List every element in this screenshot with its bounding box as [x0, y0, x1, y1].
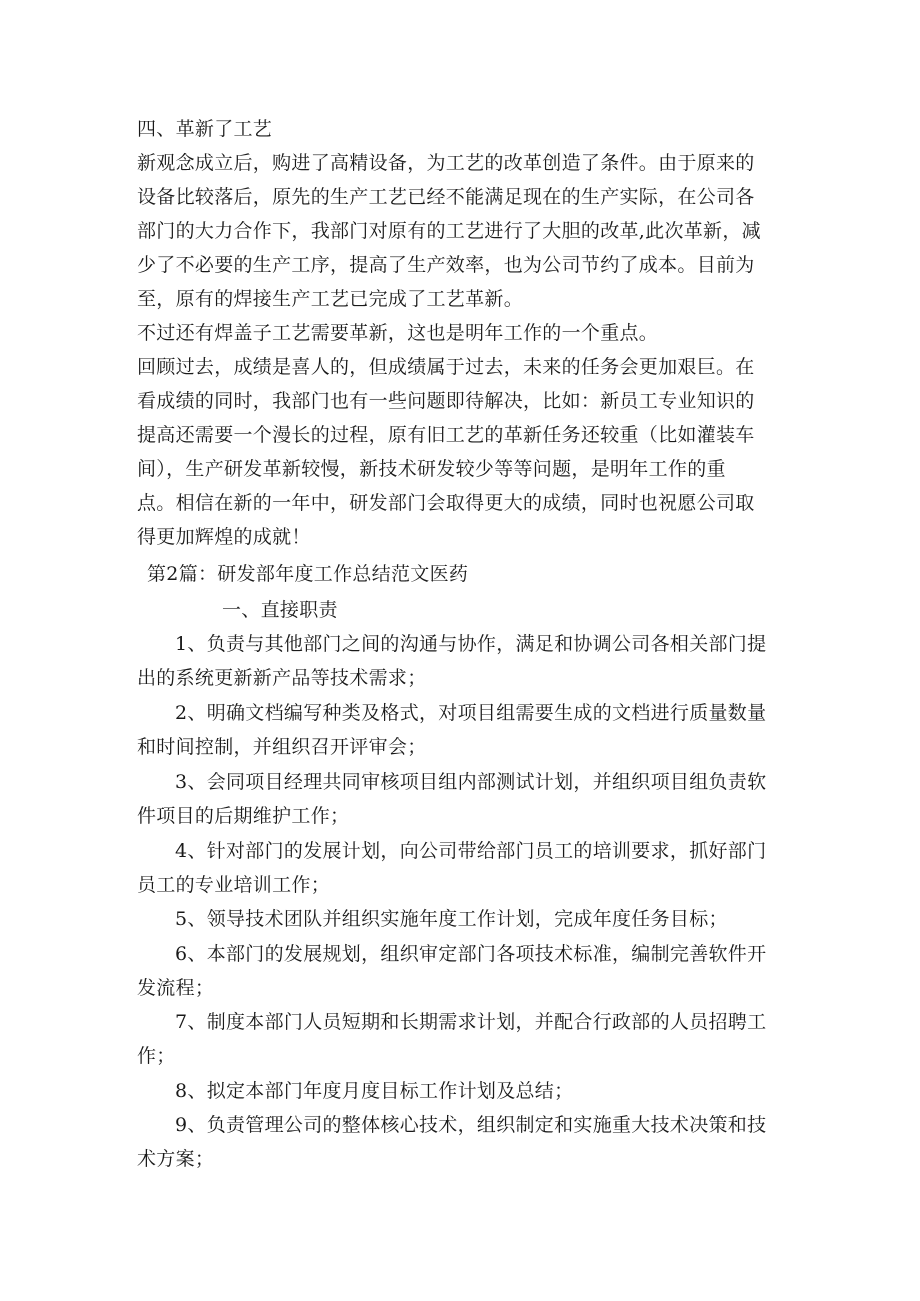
paragraph-line: 设备比较落后，原先的生产工艺已经不能满足现在的生产实际，在公司各	[137, 186, 755, 208]
list-item-continuation: 发流程；	[137, 977, 215, 999]
list-item-continuation: 件项目的后期维护工作；	[137, 805, 350, 827]
article-title: 第2篇：研发部年度工作总结范文医药	[147, 563, 469, 585]
list-item: 2、明确文档编写种类及格式，对项目组需要生成的文档进行质量数量	[175, 702, 767, 724]
list-item: 3、会同项目经理共同审核项目组内部测试计划，并组织项目组负责软	[175, 771, 767, 793]
list-item: 5、领导技术团队并组织实施年度工作计划，完成年度任务目标；	[175, 908, 728, 930]
paragraph-line: 提高还需要一个漫长的过程，原有旧工艺的革新任务还较重（比如灌装车	[137, 424, 755, 446]
section-heading: 四、革新了工艺	[137, 118, 273, 140]
paragraph-line: 不过还有焊盖子工艺需要革新，这也是明年工作的一个重点。	[137, 322, 659, 344]
paragraph-line: 回顾过去，成绩是喜人的，但成绩属于过去，未来的任务会更加艰巨。在	[137, 356, 755, 378]
list-item-continuation: 和时间控制，并组织召开评审会；	[137, 736, 427, 758]
paragraph-line: 间），生产研发革新较慢，新技术研发较少等等问题，是明年工作的重	[137, 458, 726, 480]
paragraph-line: 看成绩的同时，我部门也有一些问题即待解决，比如：新员工专业知识的	[137, 390, 755, 412]
list-item: 9、负责管理公司的整体核心技术，组织制定和实施重大技术决策和技	[175, 1114, 767, 1136]
subheading: 一、直接职责	[222, 599, 338, 621]
paragraph-line: 新观念成立后，购进了高精设备，为工艺的改革创造了条件。由于原来的	[137, 152, 755, 174]
list-item: 1、负责与其他部门之间的沟通与协作，满足和协调公司各相关部门提	[175, 633, 767, 655]
list-item-continuation: 术方案；	[137, 1148, 215, 1170]
list-item-continuation: 作；	[137, 1045, 176, 1067]
list-item: 7、制度本部门人员短期和长期需求计划，并配合行政部的人员招聘工	[175, 1011, 767, 1033]
list-item: 6、本部门的发展规划，组织审定部门各项技术标准，编制完善软件开	[175, 943, 767, 965]
paragraph-line: 得更加辉煌的成就！	[137, 526, 311, 548]
list-item: 4、针对部门的发展计划，向公司带给部门员工的培训要求，抓好部门	[175, 840, 767, 862]
list-item-continuation: 员工的专业培训工作；	[137, 874, 331, 896]
list-item-continuation: 出的系统更新新产品等技术需求；	[137, 667, 427, 689]
paragraph-line: 部门的大力合作下，我部门对原有的工艺进行了大胆的改革,此次革新，减	[137, 220, 761, 242]
list-item: 8、拟定本部门年度月度目标工作计划及总结；	[175, 1080, 574, 1102]
paragraph-line: 至，原有的焊接生产工艺已完成了工艺革新。	[137, 288, 524, 310]
paragraph-line: 少了不必要的生产工序，提高了生产效率，也为公司节约了成本。目前为	[137, 254, 755, 276]
paragraph-line: 点。相信在新的一年中，研发部门会取得更大的成绩，同时也祝愿公司取	[137, 492, 755, 514]
